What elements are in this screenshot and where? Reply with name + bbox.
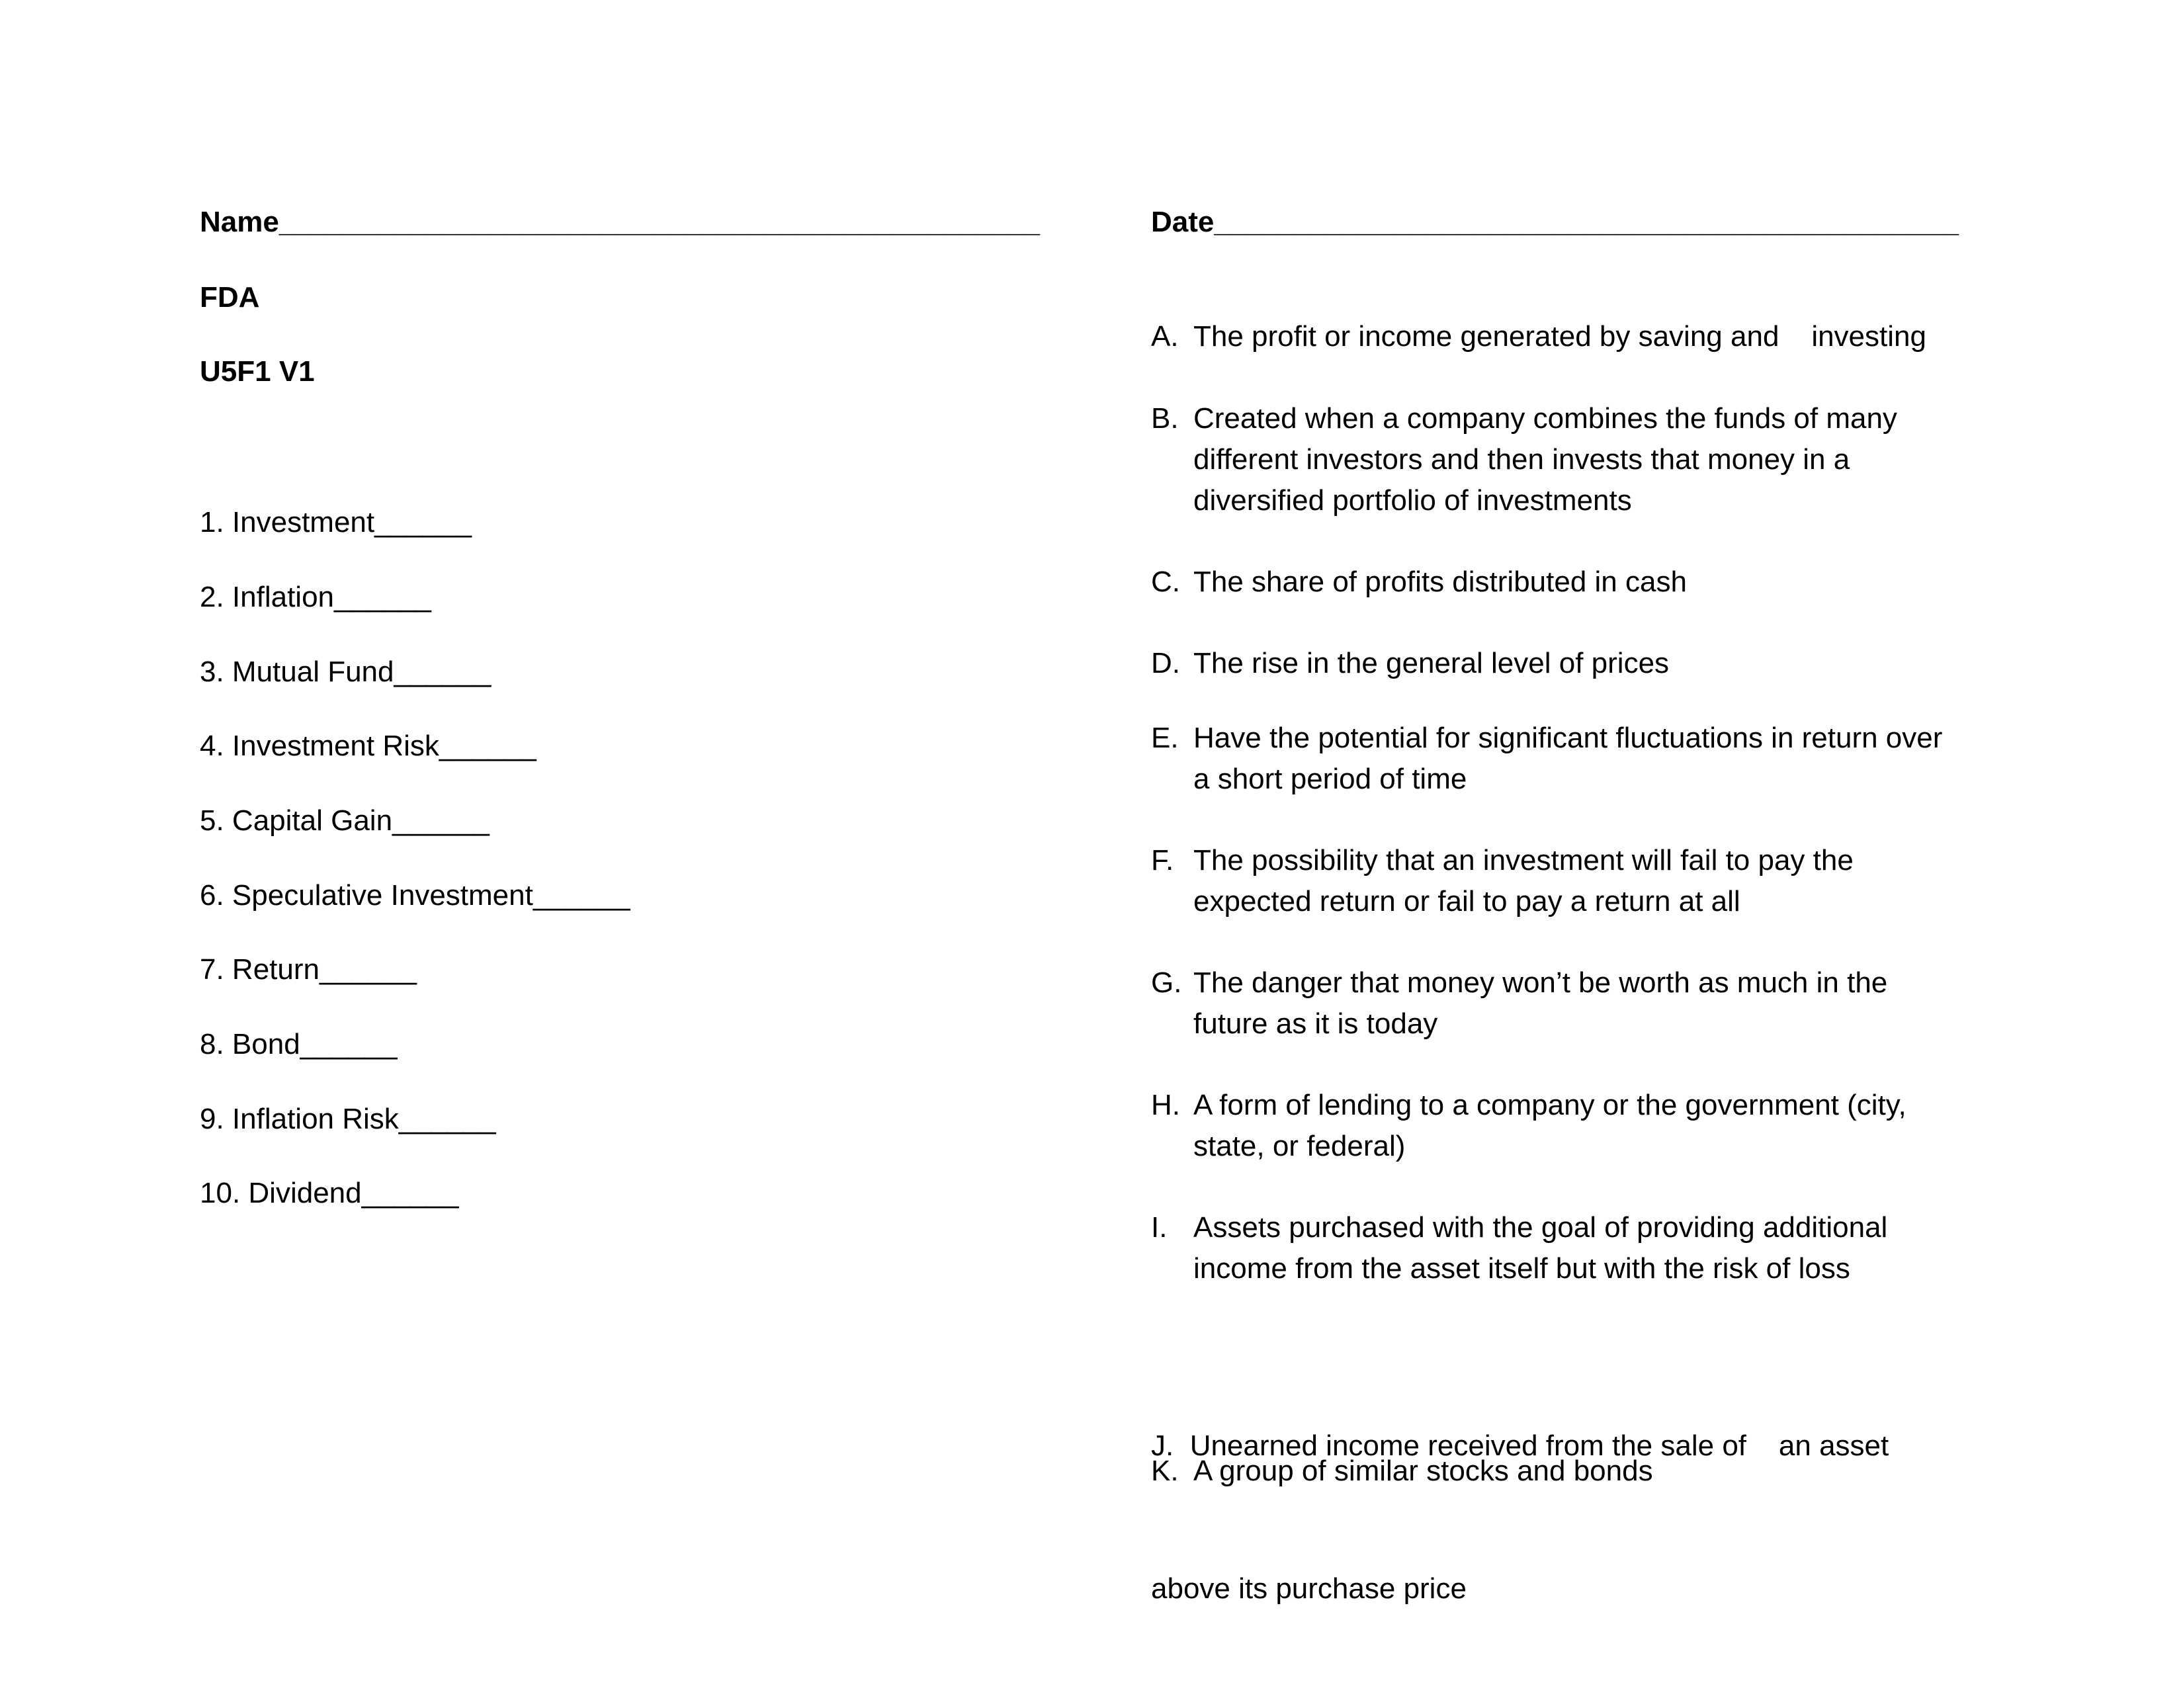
term-item[interactable]: 10. Dividend______ <box>200 1177 459 1209</box>
definition-item <box>1151 398 2024 521</box>
definition-item <box>1151 1451 2024 1492</box>
definition-letter: K. <box>1151 1455 1179 1487</box>
date-label: Date <box>1151 206 1215 238</box>
term-item[interactable]: 6. Speculative Investment______ <box>200 879 630 912</box>
definition-item <box>1151 316 2024 357</box>
definition-item <box>1151 718 2024 800</box>
definition-letter: D. <box>1151 647 1180 679</box>
definition-item <box>1151 1085 2024 1167</box>
definition-letter: A. <box>1151 320 1179 353</box>
definition-text: state, or federal) <box>1193 1130 1406 1162</box>
definition-text: diversified portfolio of investments <box>1193 484 1632 517</box>
term-item[interactable]: 2. Inflation______ <box>200 581 431 613</box>
definition-text: different investors and then invests that money in a <box>1193 443 1850 476</box>
definition-text: The possibility that an investment will fail to pay the <box>1193 844 1854 876</box>
name-label: Name <box>200 206 279 238</box>
definition-text: Have the potential for significant fluctuations in return over <box>1193 722 1943 754</box>
name-blank[interactable]: _______________________________________________ <box>278 206 1040 238</box>
definition-letter: J. <box>1151 1430 1174 1462</box>
definition-item <box>1151 840 2024 922</box>
definition-item <box>1151 1327 2024 1708</box>
definition-item <box>1151 962 2024 1045</box>
definition-text: a short period of time <box>1193 763 1467 795</box>
definition-text: Created when a company combines the funds of many <box>1193 402 1897 435</box>
definition-text: The rise in the general level of prices <box>1193 647 1670 679</box>
definition-text: The profit or income generated by saving and investing <box>1193 320 1926 353</box>
definition-letter: I. <box>1151 1211 1168 1244</box>
term-item[interactable]: 5. Capital Gain______ <box>200 804 490 837</box>
term-item[interactable]: 4. Investment Risk______ <box>200 730 536 762</box>
course-label: FDA <box>200 281 260 314</box>
date-blank[interactable]: ______________________________________________ <box>1214 206 1959 238</box>
definition-text: above its purchase price <box>1151 1572 1467 1605</box>
definition-letter: C. <box>1151 566 1180 598</box>
name-field[interactable] <box>200 208 1040 237</box>
term-item[interactable]: 7. Return______ <box>200 953 417 986</box>
definition-item <box>1151 1207 2024 1289</box>
definition-text: income from the asset itself but with the risk of loss <box>1193 1252 1850 1285</box>
definition-item <box>1151 643 2024 684</box>
definition-text: Unearned income received from the sale of an asset <box>1189 1430 1889 1462</box>
term-item[interactable]: 1. Investment______ <box>200 506 472 538</box>
definition-text: future as it is today <box>1193 1007 1438 1040</box>
definition-text: Assets purchased with the goal of providing additional <box>1193 1211 1888 1244</box>
definition-text: expected return or fail to pay a return at all <box>1193 885 1740 918</box>
definition-letter: B. <box>1151 402 1179 435</box>
date-field[interactable] <box>1151 208 1959 237</box>
definition-text: The share of profits distributed in cash <box>1193 566 1687 598</box>
definition-letter: H. <box>1151 1089 1180 1121</box>
definition-text: A form of lending to a company or the government (city, <box>1193 1089 1906 1121</box>
definition-item <box>1151 562 2024 603</box>
term-item[interactable]: 3. Mutual Fund______ <box>200 656 492 688</box>
definition-letter: G. <box>1151 966 1182 999</box>
term-item[interactable]: 8. Bond______ <box>200 1028 398 1060</box>
unit-label: U5F1 V1 <box>200 355 315 388</box>
definition-letter: E. <box>1151 722 1179 754</box>
term-item[interactable]: 9. Inflation Risk______ <box>200 1103 496 1135</box>
definition-letter: F. <box>1151 844 1174 876</box>
definition-text: A group of similar stocks and bonds <box>1193 1455 1653 1487</box>
definition-text: The danger that money won’t be worth as much in the <box>1193 966 1888 999</box>
